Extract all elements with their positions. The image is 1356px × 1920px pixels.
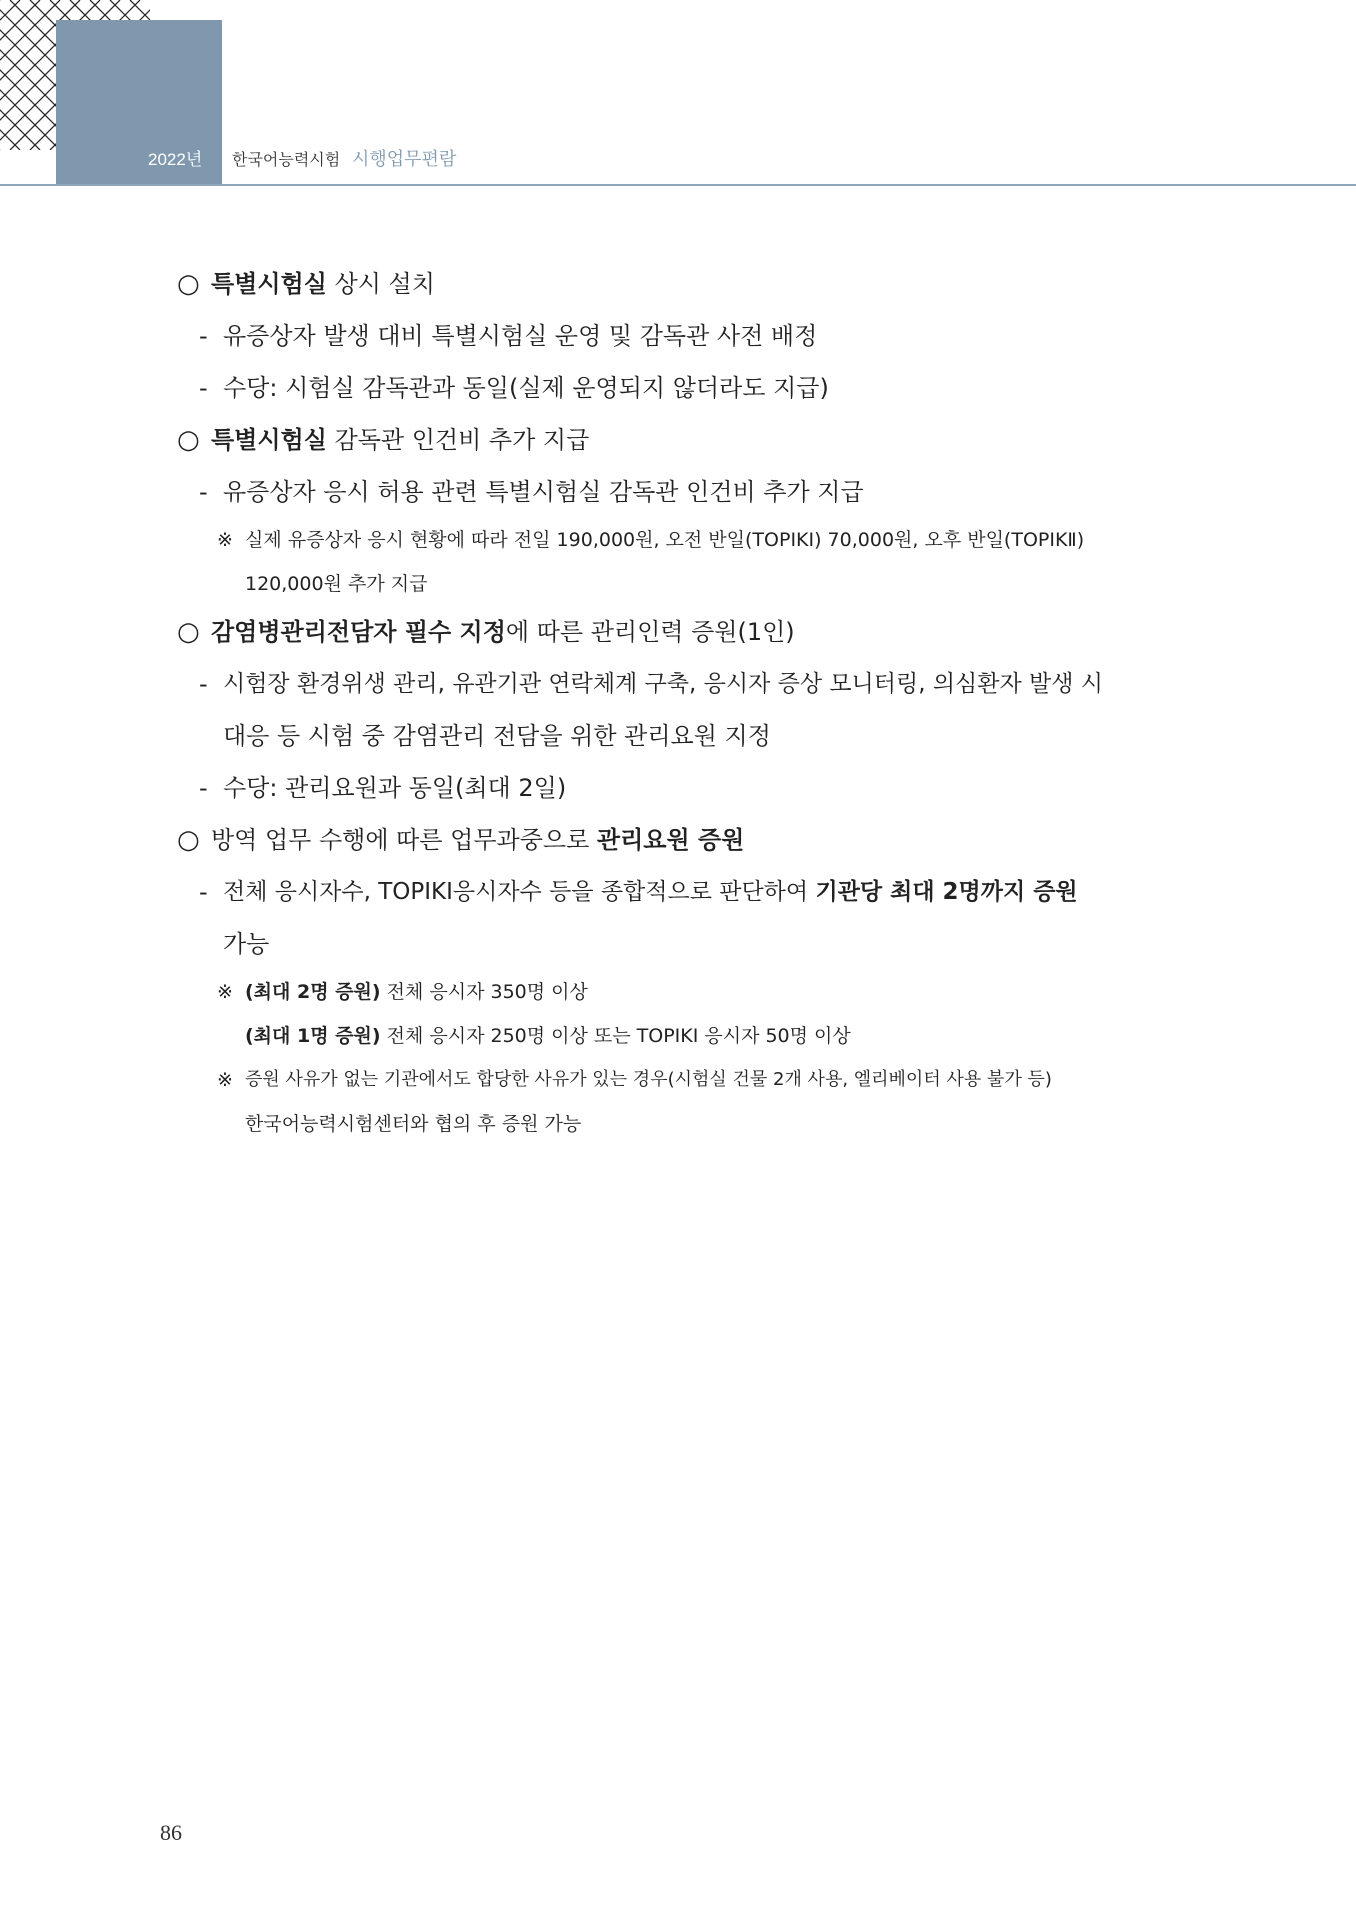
line-text: 상시 설치	[326, 270, 435, 298]
bold-term: 감염병관리전담자 필수 지정	[211, 618, 506, 646]
header-rule	[0, 184, 1356, 186]
note-continuation	[175, 562, 1200, 606]
bold-term: 관리요원 증원	[596, 826, 745, 854]
note-line	[175, 1058, 1200, 1102]
note-text: 실제 유증상자 응시 현황에 따라 전일 190,000원, 오전 반일(TOPIKⅠ) 70,000원, 오후 반일(TOPIKⅡ)	[245, 529, 1085, 551]
line-text: 대응 등 시험 중 감염관리 전담을 위한 관리요원 지정	[223, 722, 771, 750]
line-text: 시험장 환경위생 관리, 유관기관 연락체계 구축, 응시자 증상 모니터링, 의심환자 발생 시	[223, 671, 1103, 697]
note-line	[175, 518, 1200, 562]
line-text: 방역 업무 수행에 따른 업무과중으로	[211, 826, 597, 854]
bullet-line	[175, 606, 1200, 658]
bullet-line	[175, 814, 1200, 866]
dash-continuation	[175, 918, 1200, 970]
line-text: 유증상자 응시 허용 관련 특별시험실 감독관 인건비 추가 지급	[223, 478, 864, 506]
dash-line	[175, 362, 1200, 414]
bold-term: 기관당 최대 2명까지 증원	[815, 879, 1078, 905]
note-continuation	[175, 1102, 1200, 1146]
line-text: 에 따른 관리인력 증원(1인)	[505, 618, 795, 646]
bold-term: (최대 1명 증원)	[245, 1025, 381, 1047]
note-continuation	[175, 1014, 1200, 1058]
note-line	[175, 970, 1200, 1014]
line-text: 유증상자 발생 대비 특별시험실 운영 및 감독관 사전 배정	[223, 322, 818, 350]
circle-bullet: ○	[177, 825, 200, 855]
dash-line	[175, 310, 1200, 362]
dash-line	[175, 466, 1200, 518]
dash-line	[175, 762, 1200, 814]
dash-bullet: -	[199, 774, 208, 802]
reference-mark: ※	[217, 1069, 233, 1091]
dash-bullet: -	[199, 478, 208, 506]
circle-bullet: ○	[177, 425, 200, 455]
dash-line	[175, 658, 1200, 710]
bold-term: (최대 2명 증원)	[245, 981, 381, 1003]
line-text: 수당: 관리요원과 동일(최대 2일)	[223, 774, 567, 802]
document-body	[175, 258, 1200, 1146]
dash-continuation	[175, 710, 1200, 762]
header-exam-name: 한국어능력시험	[232, 150, 341, 169]
dash-bullet: -	[199, 670, 208, 698]
note-text: 전체 응시자 350명 이상	[380, 981, 588, 1003]
dash-bullet: -	[199, 322, 208, 350]
header-year: 2022년	[148, 150, 203, 169]
header-book-title: 시행업무편람	[352, 149, 457, 170]
line-text: 감독관 인건비 추가 지급	[326, 426, 590, 454]
bullet-line	[175, 258, 1200, 310]
circle-bullet: ○	[177, 269, 200, 299]
bold-term: 특별시험실	[211, 426, 327, 454]
dash-bullet: -	[199, 374, 208, 402]
line-text: 전체 응시자수, TOPIKⅠ응시자수 등을 종합적으로 판단하여	[223, 879, 816, 905]
circle-bullet: ○	[177, 617, 200, 647]
line-text: 가능	[223, 930, 270, 958]
bold-term: 특별시험실	[211, 270, 327, 298]
note-text: 전체 응시자 250명 이상 또는 TOPIKⅠ 응시자 50명 이상	[380, 1025, 851, 1047]
dash-line	[175, 866, 1200, 918]
page-number: 86	[160, 1820, 182, 1845]
note-text: 한국어능력시험센터와 협의 후 증원 가능	[245, 1113, 582, 1135]
dash-bullet: -	[199, 878, 208, 906]
reference-mark: ※	[217, 981, 233, 1003]
reference-mark: ※	[217, 529, 233, 551]
note-text: 120,000원 추가 지급	[245, 573, 428, 595]
line-text: 수당: 시험실 감독관과 동일(실제 운영되지 않더라도 지급)	[223, 374, 829, 402]
bullet-line	[175, 414, 1200, 466]
note-text: 증원 사유가 없는 기관에서도 합당한 사유가 있는 경우(시험실 건물 2개 사용, 엘리베이터 사용 불가 등)	[245, 1069, 1052, 1090]
